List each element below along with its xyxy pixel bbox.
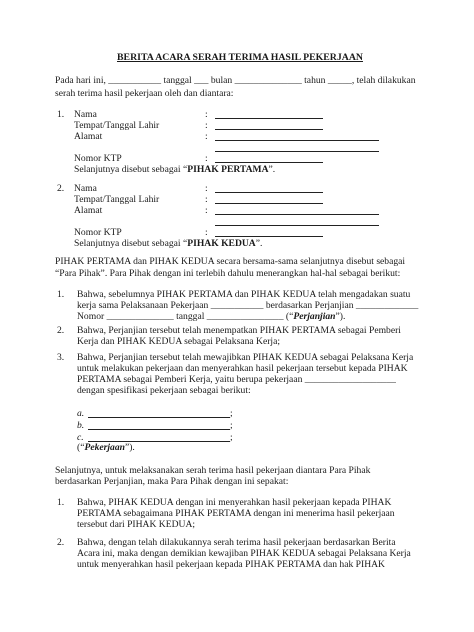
agree1-number: 1.	[57, 497, 65, 508]
agree2-line-3: untuk menyerahkan hasil pekerjaan kepada PIHAK PERTAMA dan hak PIHAK	[77, 559, 385, 570]
party2-colon: :	[205, 183, 208, 194]
point1-line-1: Bahwa, sebelumnya PIHAK PERTAMA dan PIHAK KEDUA telah mengadakan suatu	[77, 289, 411, 300]
party2-nama-label: Nama	[74, 183, 97, 194]
party2-alamat-blank-2	[215, 225, 379, 226]
spec-a-blank	[88, 417, 230, 418]
party2-ttl-label: Tempat/Tanggal Lahir	[74, 194, 160, 205]
party1-ktp-label: Nomor KTP	[74, 153, 122, 164]
spec-c-label: c.	[77, 432, 84, 443]
selanjutnya-line-2: berdasarkan Perjanjian, maka Para Pihak dengan ini sepakat:	[55, 476, 289, 487]
party1-ttl-label: Tempat/Tanggal Lahir	[74, 120, 160, 131]
party1-number: 1.	[57, 109, 65, 120]
party2-description: Selanjutnya disebut sebagai “PIHAK KEDUA”.	[74, 238, 263, 249]
spec-c-semicolon: ;	[230, 432, 233, 443]
spec-a-semicolon: ;	[230, 408, 233, 419]
spec-b-semicolon: ;	[230, 420, 233, 431]
party2-nama-blank	[215, 192, 323, 193]
point3-line-4: dengan spesifikasi pekerjaan sebagai berikut:	[77, 385, 251, 396]
spec-a-label: a.	[77, 408, 85, 419]
point1-line-2: kerja sama Pelaksanaan Pekerjaan ___________ berdasarkan Perjanjian _____________	[77, 300, 419, 311]
party2-ktp-blank	[215, 236, 323, 237]
spec-b-blank	[88, 429, 230, 430]
point2-line-2: Kerja dan PIHAK KEDUA sebagai Pelaksana Kerja;	[77, 336, 281, 347]
pihak-kedua-term: PIHAK KEDUA	[187, 238, 256, 249]
intro-line-1: Pada hari ini, ___________ tanggal ___ bulan ______________ tahun _____, telah dilakukan	[55, 75, 416, 86]
point3-number: 3.	[57, 352, 65, 363]
party2-alamat-blank	[215, 214, 379, 215]
document-title: BERITA ACARA SERAH TERIMA HASIL PEKERJAAN	[117, 52, 363, 63]
agree2-line-1: Bahwa, dengan telah dilakukannya serah terima hasil pekerjaan berdasarkan Berita	[77, 537, 396, 548]
point2-number: 2.	[57, 325, 65, 336]
point1-line-3: Nomor ______________ tanggal ________________ (“Perjanjian”).	[77, 311, 346, 322]
point1-number: 1.	[57, 289, 65, 300]
party1-description: Selanjutnya disebut sebagai “PIHAK PERTAMA”.	[74, 164, 276, 175]
party2-colon: :	[205, 205, 208, 216]
party1-nama-blank	[215, 118, 323, 119]
party2-ktp-label: Nomor KTP	[74, 227, 122, 238]
party1-colon: :	[205, 120, 208, 131]
party1-colon: :	[205, 109, 208, 120]
pekerjaan-term: Pekerjaan	[84, 442, 125, 453]
agree2-line-2: Acara ini, maka dengan demikian kewajiban PIHAK KEDUA sebagai Pelaksana Kerja	[77, 548, 411, 559]
party2-number: 2.	[57, 183, 65, 194]
party1-alamat-blank-2	[215, 151, 379, 152]
party2-colon: :	[205, 194, 208, 205]
party1-colon: :	[205, 153, 208, 164]
point3-line-1: Bahwa, Perjanjian tersebut telah mewajibkan PIHAK KEDUA sebagai Pelaksana Kerja	[77, 352, 414, 363]
party1-colon: :	[205, 131, 208, 142]
party1-ktp-blank	[215, 162, 323, 163]
party2-alamat-label: Alamat	[74, 205, 103, 216]
para-pihak-line-2: “Para Pihak”. Para Pihak dengan ini terlebih dahulu menerangkan hal-hal sebagai berikut:	[55, 268, 401, 279]
point2-line-1: Bahwa, Perjanjian tersebut telah menempatkan PIHAK PERTAMA sebagai Pemberi	[77, 325, 401, 336]
agree1-line-3: tersebut dari PIHAK KEDUA;	[77, 519, 196, 530]
selanjutnya-line-1: Selanjutnya, untuk melaksanakan serah terima hasil pekerjaan diantara Para Pihak	[55, 465, 371, 476]
party2-colon: :	[205, 227, 208, 238]
party2-ttl-blank	[215, 203, 323, 204]
pihak-pertama-term: PIHAK PERTAMA	[187, 164, 269, 175]
perjanjian-term: Perjanjian	[293, 311, 336, 322]
agree1-line-1: Bahwa, PIHAK KEDUA dengan ini menyerahkan hasil pekerjaan kepada PIHAK	[77, 497, 392, 508]
party1-alamat-label: Alamat	[74, 131, 103, 142]
party1-alamat-blank	[215, 140, 379, 141]
party1-nama-label: Nama	[74, 109, 97, 120]
agree1-line-2: PERTAMA sebagaimana PIHAK PERTAMA dengan ini menerima hasil pekerjaan	[77, 508, 395, 519]
intro-line-2: serah terima hasil pekerjaan oleh dan diantara:	[55, 88, 234, 99]
para-pihak-line-1: PIHAK PERTAMA dan PIHAK KEDUA secara bersama-sama selanjutnya disebut sebagai	[55, 256, 406, 267]
spec-b-label: b.	[77, 420, 85, 431]
agree2-number: 2.	[57, 537, 65, 548]
pekerjaan-definition: (“Pekerjaan”).	[77, 442, 135, 453]
point3-line-3: PERTAMA sebagai Pemberi Kerja, yaitu berupa pekerjaan ___________________	[77, 374, 396, 385]
party1-ttl-blank	[215, 129, 323, 130]
point3-line-2: untuk melakukan pekerjaan dan menyerahkan hasil pekerjaan tersebut kepada PIHAK	[77, 363, 408, 374]
